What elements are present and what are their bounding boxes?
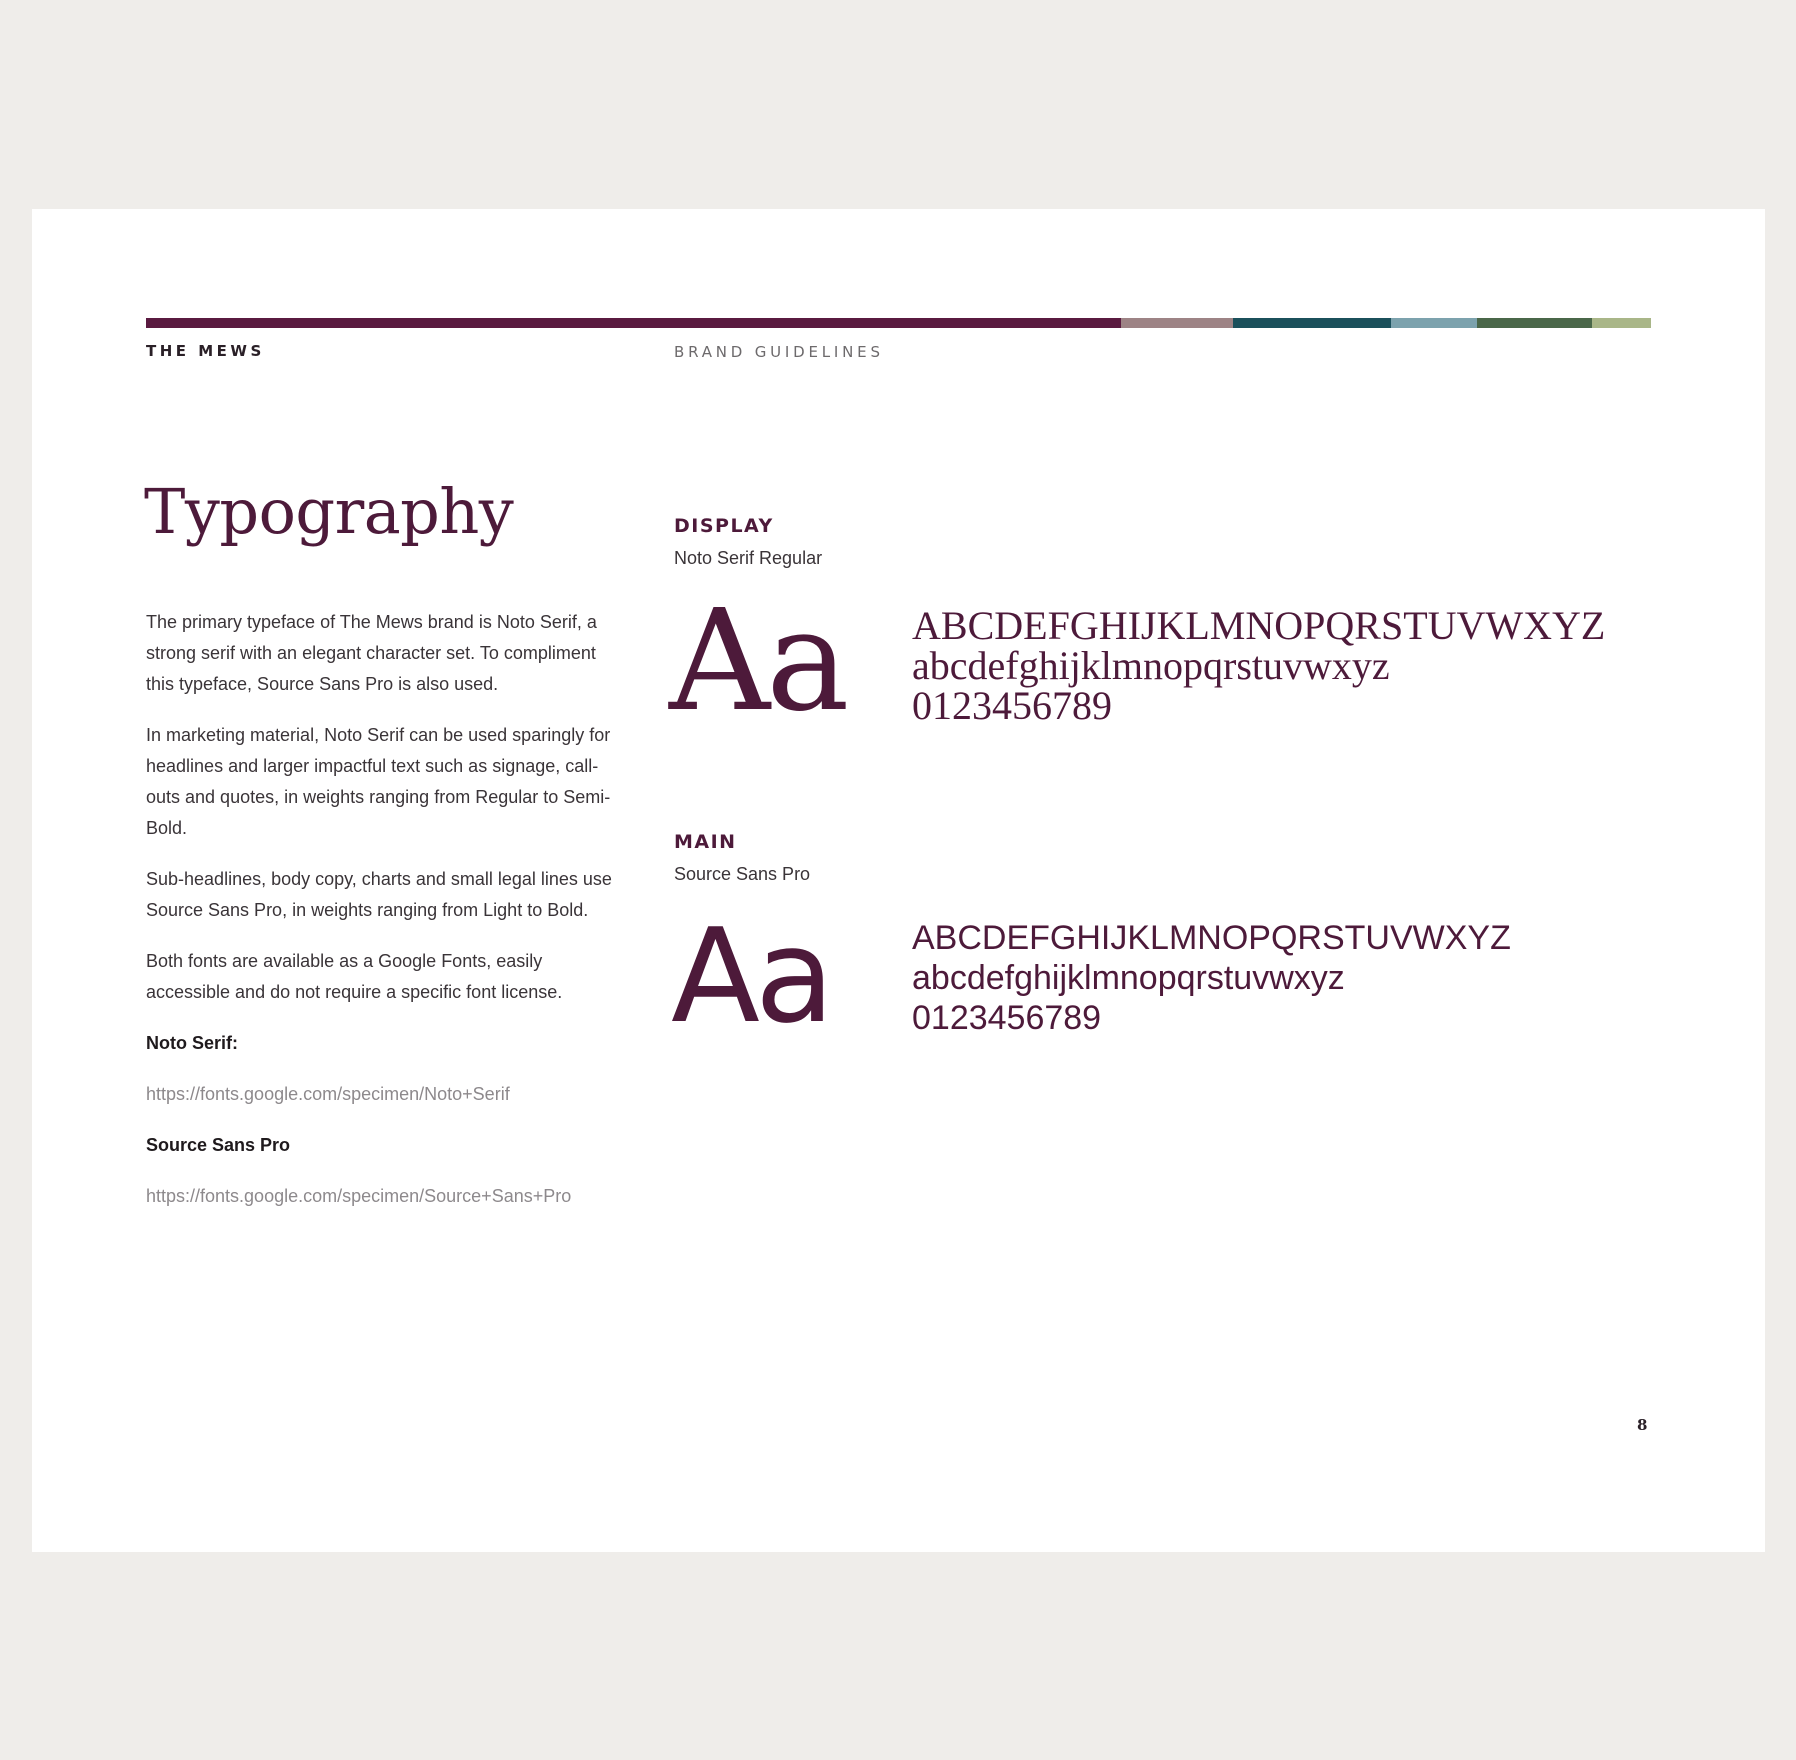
color-bar-segment-mauve bbox=[1121, 318, 1233, 328]
display-lowercase: abcdefghijklmnopqrstuvwxyz bbox=[912, 643, 1390, 688]
main-aa-sample: Aa bbox=[671, 900, 830, 1052]
guideline-page bbox=[32, 209, 1765, 1552]
display-uppercase: ABCDEFGHIJKLMNOPQRSTUVWXYZ bbox=[912, 603, 1606, 648]
color-bar-segment-sage bbox=[1592, 318, 1651, 328]
display-digits: 0123456789 bbox=[912, 683, 1112, 728]
color-bar-segment-deep-teal bbox=[1233, 318, 1391, 328]
display-glyph-set bbox=[912, 603, 1606, 728]
color-bar-segment-light-teal bbox=[1391, 318, 1477, 328]
header-document-title: BRAND GUIDELINES bbox=[674, 343, 884, 361]
brand-color-bar bbox=[146, 318, 1651, 328]
source-sans-link[interactable]: https://fonts.google.com/specimen/Source+Sans+Pro bbox=[146, 1186, 572, 1206]
body-paragraph: The primary typeface of The Mews brand is Noto Serif, a strong serif with an elegant character set. To compliment this typeface, Source Sans Pro is also used. bbox=[146, 612, 597, 694]
color-bar-segment-forest-green bbox=[1477, 318, 1592, 328]
main-glyph-set bbox=[912, 918, 1511, 1038]
noto-serif-link[interactable]: https://fonts.google.com/specimen/Noto+Serif bbox=[146, 1084, 510, 1104]
color-bar-segment-plum bbox=[146, 318, 1121, 328]
main-digits: 0123456789 bbox=[912, 999, 1102, 1037]
main-uppercase: ABCDEFGHIJKLMNOPQRSTUVWXYZ bbox=[912, 919, 1511, 957]
source-sans-link-label: Source Sans Pro bbox=[146, 1135, 291, 1155]
display-section-label: DISPLAY bbox=[674, 515, 774, 537]
noto-serif-link-label: Noto Serif: bbox=[146, 1033, 238, 1053]
display-aa-sample: Aa bbox=[669, 580, 846, 743]
main-lowercase: abcdefghijklmnopqrstuvwxyz bbox=[912, 959, 1345, 997]
body-paragraph: Sub-headlines, body copy, charts and small legal lines use Source Sans Pro, in weights ranging from Light to Bold. bbox=[146, 869, 612, 920]
main-section-label: MAIN bbox=[674, 831, 737, 853]
page-title: Typography bbox=[144, 475, 514, 548]
page-number: 8 bbox=[1637, 1416, 1648, 1434]
body-paragraph: Both fonts are available as a Google Fonts, easily accessible and do not require a specific font license. bbox=[146, 951, 563, 1002]
main-font-name: Source Sans Pro bbox=[674, 864, 811, 884]
display-font-name: Noto Serif Regular bbox=[674, 548, 823, 568]
header-brand-name: THE MEWS bbox=[146, 342, 265, 360]
body-paragraph: In marketing material, Noto Serif can be used sparingly for headlines and larger impactful text such as signage, call-outs and quotes, in weights ranging from Regular to Semi-Bold. bbox=[146, 725, 611, 838]
body-text-column bbox=[146, 607, 616, 1232]
